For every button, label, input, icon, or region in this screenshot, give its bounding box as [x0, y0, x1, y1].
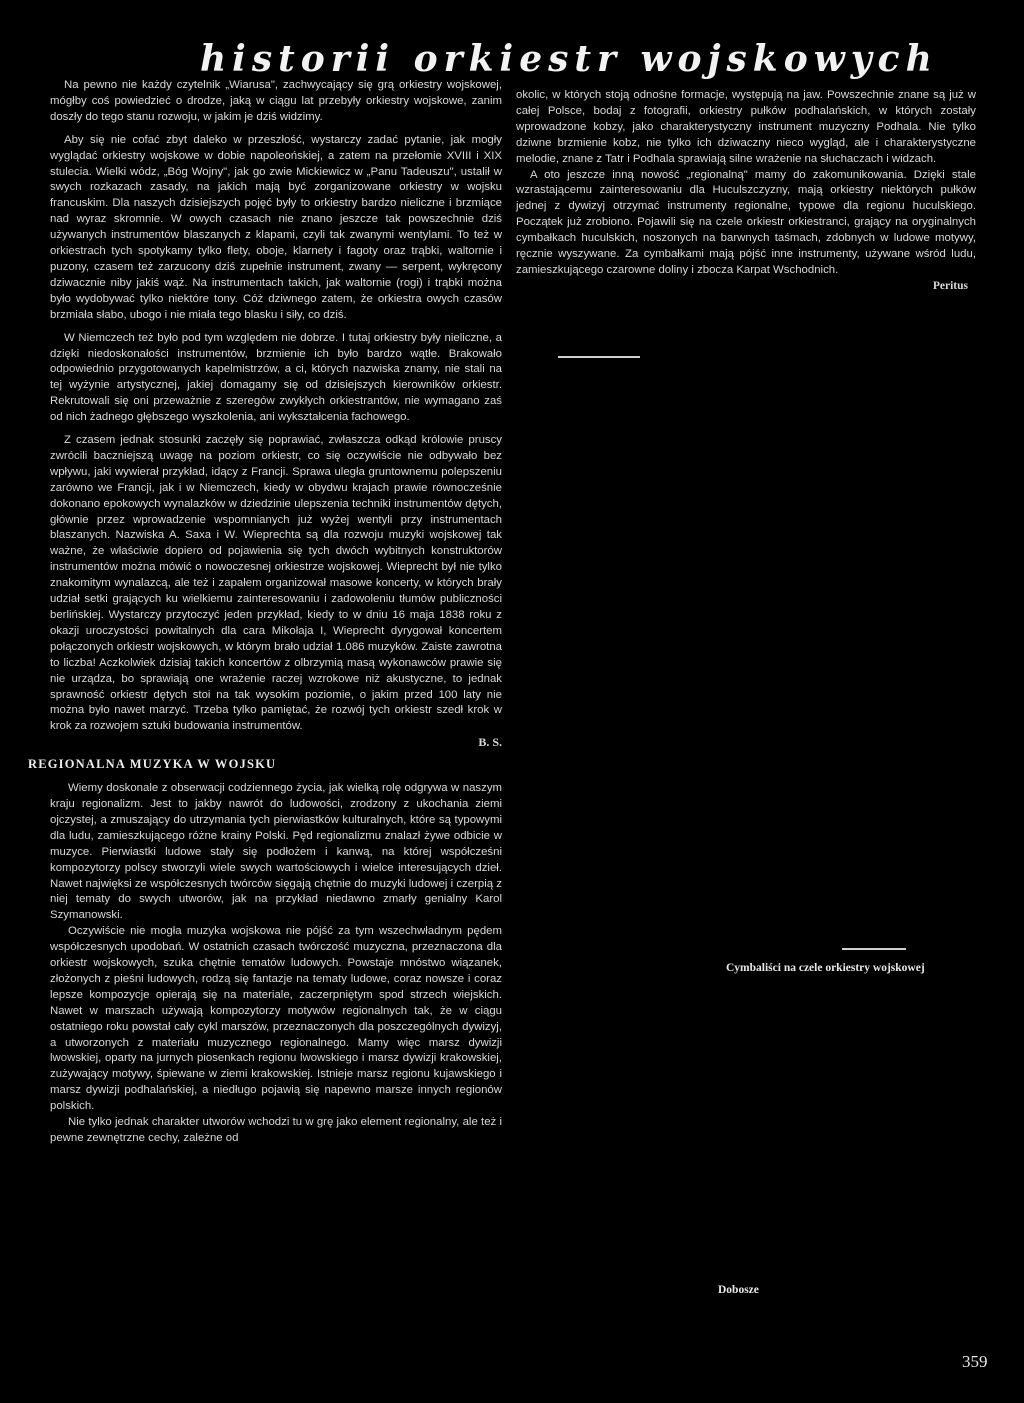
paragraph: Aby się nie cofać zbyt daleko w przeszłość, wystarczy zadać pytanie, jak mogły wyglądać orkiestry wojskowe w dobie napoleońskiej, a zatem na przełomie XVIII i XIX stulecia. Wielki wódz, „Bóg Wojny", jak go zwie Mickiewicz w „Panu Tadeuszu", ustalił w swych rozkazach zasady, na jakich mają być zorganizowane orkiestry w wojsku francuskim. Dla naszych dzisiejszych pojęć były to orkiestry bardzo nieliczne i brzmiące nad wyraz skromnie. W owych czasach nie znano jeszcze tak powszechnie dziś używanych instrumentów blaszanych z klapami, czyli tak zwanymi wentylami. To też w orkiestrach tych spotykamy tylko flety, oboje, klarnety i fagoty oraz trąbki, waltornie i puzony, czasem też zarzucony dziś zupełnie instrument, zwany — serpent, wykręcony dziwacznie niby jakiś wąż. Na instrumentach takich, jak waltornie (rogi) i trąbki można było wydobywać tylko niektóre tony. Cóż dziwnego zatem, że orkiestra owych czasów brzmiała słabo, ubogo i nie miała tego blasku i siły, co dziś. — [50, 133, 502, 321]
author-signature: B. S. — [478, 735, 502, 750]
section-heading: REGIONALNA MUZYKA W WOJSKU — [28, 757, 277, 772]
article-title: historii orkiestr wojskowych — [200, 38, 938, 80]
paragraph: Z czasem jednak stosunki zaczęły się poprawiać, zwłaszcza odkąd królowie pruscy zwrócili baczniejszą uwagę na poziom orkiestr, co się oczywiście nie odbywało bez wpływu, jaki wywierał przykład, idący z Francji. Sprawa uległa gruntownemu polepszeniu zarówno we Francji, jak i w Niemczech, kiedy w obydwu krajach prawie równocześnie dokonano epokowych wynalazków w dziedzinie ulepszenia techniki instrumentów dętych, głównie przez wprowadzenie wspomnianych już wyżej wentyli przy instrumentach blaszanych. Nazwiska A. Saxa i W. Wieprechta są dla rozwoju muzyki wojskowej tak ważne, że właściwie dopiero od pojawienia się tych dwóch wybitnych konstruktorów instrumentów można mówić o nowoczesnej orkiestrze wojskowej. Wieprecht był nie tylko znakomitym wynalazcą, ale też i zapałem organizował masowe koncerty, w których brały udział setki grających ku wielkiemu zainteresowaniu i zadowoleniu tłumów publiczności berlińskiej. Wystarczy przytoczyć jeden przykład, kiedy to w dniu 16 maja 1838 roku z okazji uroczystości powitalnych dla cara Mikołaja I, Wieprecht dyrygował koncertem połączonych orkiestr wojskowych, w którym brało udział 1.086 muzyków. Zaiste zawrotna to liczba! Aczkolwiek dzisiaj takich koncertów z olbrzymią masą wykonawców prawie się nie urządza, bo sprawiają one wrażenie raczej wzrokowe niż akustyczne, to jednak sprawność orkiestr dętych stoi na tak wysokim poziomie, o jakim przed 100 laty nie można było nawet marzyć. Trzeba tylko pamiętać, że rozwój tych orkiestr szedł krok w krok za rozwojem sztuki budowania instrumentów. — [50, 434, 502, 733]
paragraph: A oto jeszcze inną nowość „regionalną" mamy do zakomunikowania. Dzięki stale wzrastającemu zainteresowaniu dla Huculszczyzny, mają orkiestry niektórych pułków jednej z dywizyj otrzymać instrumenty regionalne, typowe dla regionu huculskiego. Początek już zrobiono. Pojawili się na czele orkiestr orkiestranci, grający na oryginalnych cymbałkach huculskich, noszonych na barwnych taśmach, zdobnych w ludowe motywy, ręcznie wyszywane. Za cymbałkami mają pójść inne instrumenty, używane wśród ludu, zamieszkującego czarowne doliny i zbocza Karpat Wschodnich. — [516, 168, 976, 276]
paragraph: W Niemczech też było pod tym względem nie dobrze. I tutaj orkiestry były nieliczne, a dzięki niedoskonałości instrumentów, brzmienie ich było bardzo wątłe. Brakowało odpowiednio przygotowanych kapelmistrzów, a ci, których nazwiska znamy, nie stali na tej wyżynie artystycznej, jakiej domagamy się od dzisiejszych kierowników orkiestr. Rekrutowali się oni przeważnie z szeregów zwykłych orkiestrantów, nie wymagano zaś od nich żadnego głębszego wyszkolenia, ani wykształcenia fachowego. — [50, 331, 502, 424]
photo-caption: Dobosze — [718, 1284, 759, 1296]
paragraph: Nie tylko jednak charakter utworów wchodzi tu w grę jako element regionalny, ale też i pewne zewnętrzne cechy, zależne od — [50, 1116, 502, 1144]
photo-caption: Cymbaliści na czele orkiestry wojskowej — [726, 962, 925, 974]
paragraph: okolic, w których stoją odnośne formacje, występują na jaw. Powszechnie znane są już w całej Polsce, bodaj z fotografii, orkiestry pułków podhalańskich, w których zostały wprowadzone kobzy, jako charakterystyczny instrument muzyczny Podhala. Nie tylko dziwne brzmienie kobz, nie tylko ich dziwaczny nieco wygląd, ale i charakterystyczne melodie, znane z Tatr i Podhala sprawiają silne wrażenie na słuchaczach i widzach. — [516, 89, 976, 165]
photo-placeholder — [516, 360, 976, 955]
page-number: 359 — [962, 1352, 988, 1371]
photo-placeholder — [516, 980, 976, 1280]
author-signature: Peritus — [932, 279, 968, 292]
right-column — [516, 88, 976, 295]
divider-rule — [558, 356, 640, 358]
paragraph: Na pewno nie każdy czytelnik „Wiarusa", zachwycający się grą orkiestry wojskowej, mógłby coś powiedzieć o drodze, jaką w ciągu lat przebyły orkiestry wojskowe, zanim doszły do tego stanu rozwoju, w jakim je dziś widzimy. — [50, 79, 502, 123]
paragraph: Oczywiście nie mogła muzyka wojskowa nie pójść za tym wszechwładnym pędem współczesnych upodobań. W ostatnich czasach twórczość muzyczna, przeznaczona dla orkiestr wojskowych, szuka chętnie tematów ludowych. Powstaje mnóstwo wiązanek, złożonych z pieśni ludowych, rodzą się fantazje na tematy ludowe, coraz nowsze i coraz lepsze kompozycje opierają się na materiale, zaczerpniętym spod strzech wiejskich. Nawet w marszach używają kompozytorzy motywów regionalnych tak, że w ciągu ostatniego roku powstał cały cykl marszów, przeznaczonych dla poszczególnych dywizyj, a utworzonych z materiału muzycznego regionalnego. Mamy więc marsz dywizji lwowskiej, oparty na jurnych piosenkach regionu lwowskiego i marsz dywizji krakowskiej, zużywający motywy, śpiewane w ziemi krakowskiej. Istnieje marsz regionu kujawskiego i marsz dywizji podhalańskiej, a niedługo pojawią się napewno marsze innych regionów polskich. — [50, 925, 502, 1113]
paragraph: Wiemy doskonale z obserwacji codziennego życia, jak wielką rolę odgrywa w naszym kraju regionalizm. Jest to jakby nawrót do ludowości, zrodzony z ukochania ziemi ojczystej, a zmuszający do utrzymania tych pierwiastków kulturalnych, które są typowymi dla ludu, zamieszkującego różne krainy Polski. Pęd regionalizmu znalazł żywe odbicie w muzyce. Pierwiastki ludowe stały się podłożem i kanwą, na której współcześni kompozytorzy polscy stworzyli wiele swych wartościowych i wielce interesujących dzieł. Nawet najwięksi ze współczesnych twórców sięgają chętnie do muzyki ludowej i czerpią z niej tematy do swych utworów, jak na przykład niedawno zmarły genialny Karol Szymanowski. — [50, 782, 502, 922]
divider-rule — [842, 948, 906, 950]
left-column — [28, 78, 502, 1147]
